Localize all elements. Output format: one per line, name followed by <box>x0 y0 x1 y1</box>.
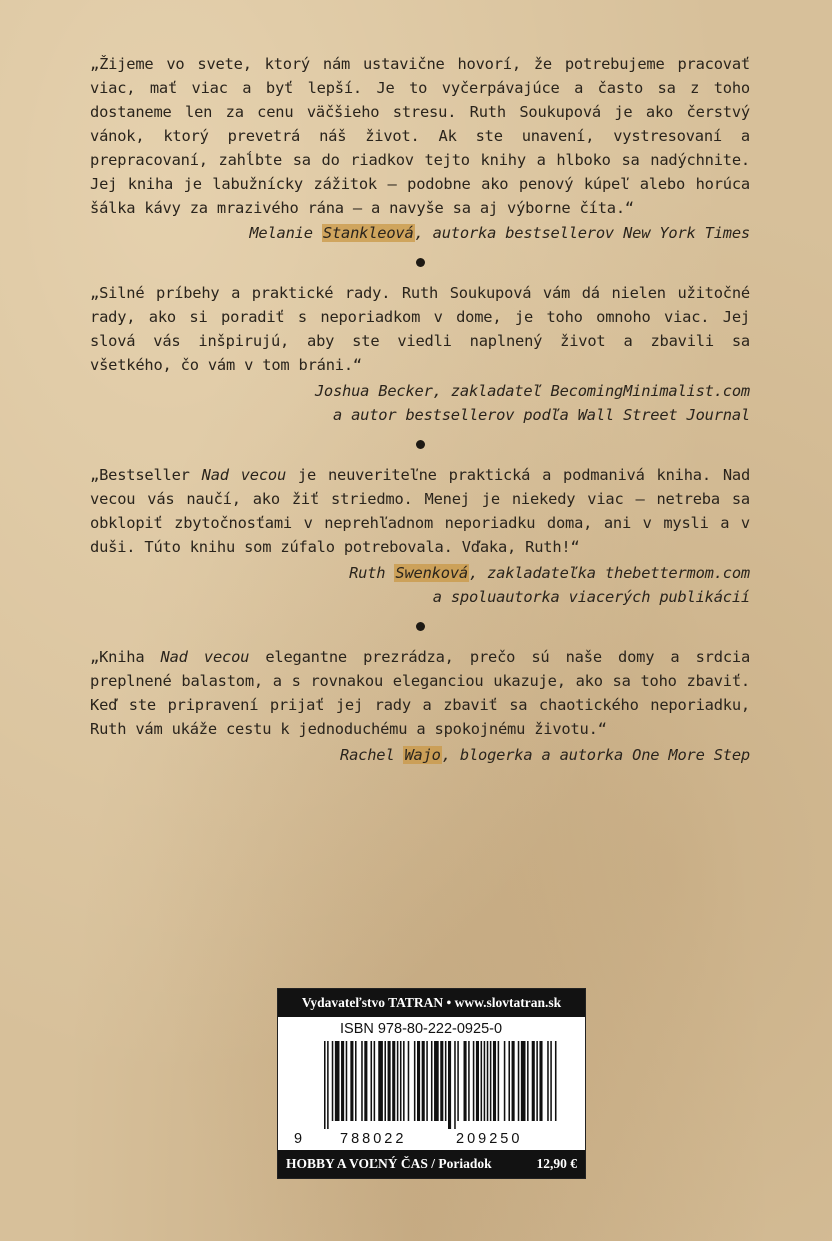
barcode-bar <box>457 1041 459 1121</box>
barcode-bar <box>392 1041 395 1121</box>
barcode-bar <box>550 1041 552 1121</box>
blurb-attribution: Joshua Becker, zakladateľ BecomingMinimalist.com <box>314 382 750 400</box>
barcode-bar <box>508 1041 510 1121</box>
highlighted-name: Swenková <box>395 564 468 582</box>
blurb-attribution: Rachel Wajo, blogerka a autorka One More Step <box>340 746 750 764</box>
barcode-bar <box>448 1041 451 1129</box>
separator-dot <box>416 440 425 449</box>
barcode-bar <box>518 1041 520 1121</box>
blurb-attribution: Ruth Swenková, zakladateľka thebettermom.com <box>349 564 750 582</box>
barcode-bar <box>403 1041 405 1121</box>
barcode-bar <box>536 1041 538 1121</box>
barcode-bar <box>364 1041 367 1121</box>
barcode-bar <box>464 1041 467 1121</box>
highlighted-name: Stankleová <box>322 224 414 242</box>
barcode-bar <box>555 1041 557 1121</box>
barcode-bar <box>512 1041 515 1121</box>
barcode-bar <box>324 1041 326 1129</box>
barcode-bar <box>434 1041 439 1121</box>
barcode-bar <box>374 1041 376 1121</box>
barcode-bar <box>417 1041 420 1121</box>
barcode-bar <box>484 1041 486 1121</box>
ean-first-digit: 9 <box>294 1131 303 1147</box>
barcode-bar <box>422 1041 425 1121</box>
barcode-bar <box>397 1041 399 1121</box>
ean-left-digits: 788022 <box>340 1131 407 1147</box>
blurb-attribution: Melanie Stankleová, autorka bestsellerov New York Times <box>249 224 750 242</box>
barcode-bar <box>341 1041 344 1121</box>
barcode-bar <box>431 1041 433 1121</box>
highlighted-name: Wajo <box>404 746 441 764</box>
barcode-bars <box>296 1041 568 1129</box>
blurb-attribution-line2: a spoluautorka viacerých publikácií <box>432 588 750 606</box>
barcode-bar <box>327 1041 329 1129</box>
blurbs <box>90 52 750 767</box>
blurb-1 <box>90 52 750 245</box>
ean-right-digits: 209250 <box>456 1131 523 1147</box>
barcode-bar <box>445 1041 447 1121</box>
barcode-bar <box>547 1041 549 1121</box>
barcode-bar <box>408 1041 410 1121</box>
barcode-bar <box>426 1041 428 1121</box>
barcode <box>278 1039 585 1149</box>
barcode-bar <box>539 1041 542 1121</box>
barcode-bar <box>504 1041 506 1121</box>
barcode-bar <box>454 1041 456 1129</box>
barcode-bar <box>414 1041 416 1121</box>
barcode-bar <box>332 1041 334 1121</box>
blurb-attribution-line2: a autor bestsellerov podľa Wall Street Journal <box>332 406 750 424</box>
separator-dot <box>416 258 425 267</box>
barcode-bar <box>476 1041 479 1121</box>
barcode-bar <box>400 1041 402 1121</box>
barcode-bar <box>371 1041 373 1121</box>
isbn-label: ISBN 978-80-222-0925-0 <box>340 1021 503 1037</box>
blurb-3 <box>90 463 750 609</box>
book-title: Nad vecou <box>201 466 287 484</box>
barcode-bar <box>487 1041 489 1121</box>
blurb-text: „Bestseller Nad vecou je neuveriteľne praktická a podmanivá kniha. Nad vecou vás naučí, ako žiť striedmo. Menej je niekedy viac – netreba sa obklopiť zbytočnosťami v neprehľadnom neporiadku doma, ani v mysli a v duši. Túto knihu som zúfalo potrebovala. Vďaka, Ruth!“ <box>90 466 751 556</box>
barcode-bar <box>355 1041 357 1121</box>
barcode-bar <box>350 1041 353 1121</box>
barcode-bar <box>532 1041 535 1121</box>
price-label: 12,90 € <box>536 1156 577 1171</box>
blurb-2 <box>90 281 750 427</box>
publisher-line: Vydavateľstvo TATRAN • www.slovtatran.sk <box>278 989 585 1017</box>
category-bar <box>278 1150 585 1178</box>
blurb-text: „Žijeme vo svete, ktorý nám ustavične hovorí, že potrebujeme pracovať viac, mať viac a byť lepší. Je to vyčerpávajúce a často sa z toho dostaneme len za cenu väčšieho stresu. Ruth Soukupová je ako čerstvý vánok, ktorý prevetrá náš život. Ak ste unavení, vystresovaní a prepracovaní, zahĺbte sa do riadkov tejto knihy a hlboko sa nadýchnite. Jej kniha je labužnícky zážitok – podobne ako penový kúpeľ alebo horúca šálka kávy za mrazivého rána – a navyše sa aj výborne číta.“ <box>90 55 750 217</box>
book-title: Nad vecou <box>160 648 250 666</box>
separator-dot <box>416 622 425 631</box>
blurb-text: „Kniha Nad vecou elegantne prezrádza, prečo sú naše domy a srdcia preplnené balastom, a s rovnakou eleganciou ukazuje, ako sa toho zbaviť. Keď ste pripravení prijať jej rady a zbaviť sa chaotického neporiadku, Ruth vám ukáže cestu k jednoduchému a spokojnému životu.“ <box>90 648 751 738</box>
blurb-text: „Silné príbehy a praktické rady. Ruth Soukupová vám dá nielen užitočné rady, ako si poradiť s neporiadkom v dome, je toho omnoho viac. Jej slová vás inšpirujú, aby ste viedli naplnený život a zbavili sa všetkého, čo vám v tom bráni.“ <box>90 284 750 374</box>
category-label: HOBBY A VOĽNÝ ČAS / Poriadok <box>286 1156 492 1171</box>
barcode-bar <box>346 1041 348 1121</box>
barcode-bar <box>361 1041 363 1121</box>
barcode-bar <box>440 1041 443 1121</box>
barcode-bar <box>481 1041 483 1121</box>
barcode-bar <box>498 1041 500 1121</box>
barcode-bar <box>468 1041 470 1121</box>
barcode-bar <box>473 1041 475 1121</box>
blurb-4 <box>90 645 750 767</box>
barcode-bar <box>378 1041 383 1121</box>
barcode-bar <box>521 1041 526 1121</box>
barcode-bar <box>388 1041 391 1121</box>
barcode-bar <box>490 1041 492 1121</box>
barcode-box <box>277 988 586 1179</box>
barcode-bar <box>384 1041 386 1121</box>
barcode-bar <box>335 1041 340 1121</box>
barcode-bar <box>493 1041 496 1121</box>
barcode-bar <box>527 1041 529 1121</box>
